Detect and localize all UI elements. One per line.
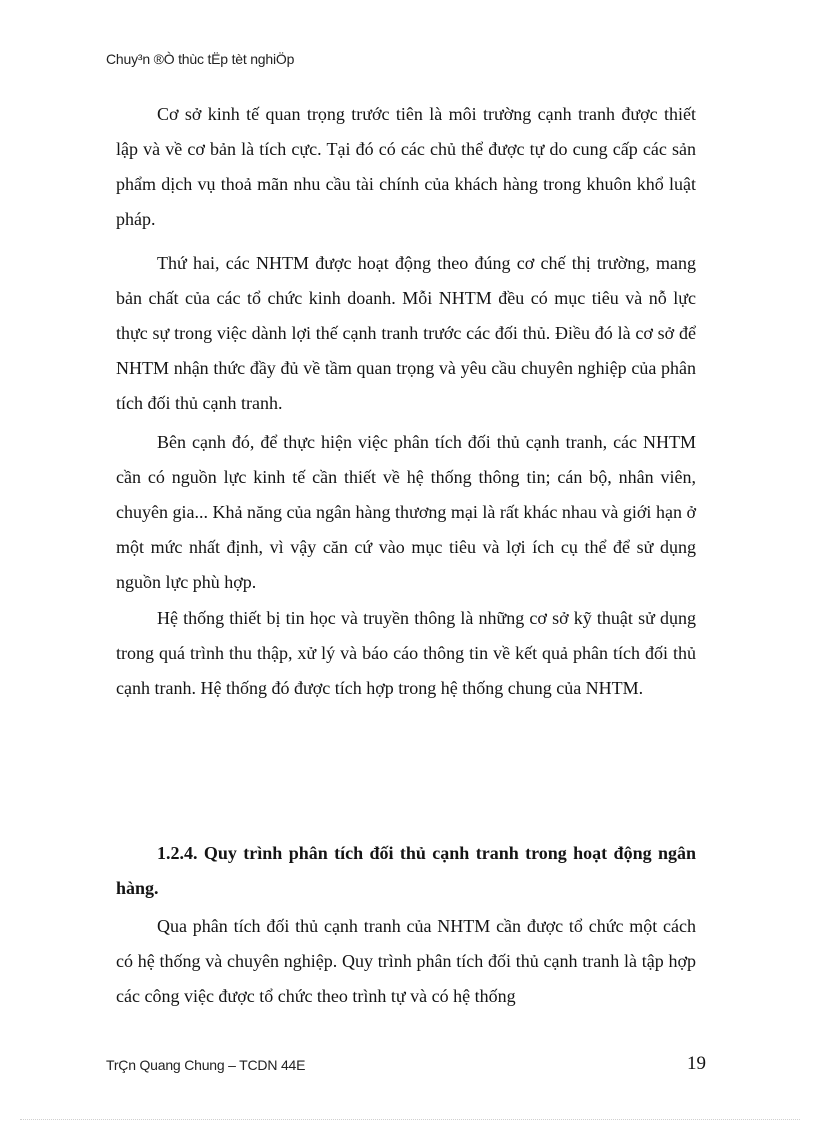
body-paragraph-4: Hệ thống thiết bị tin học và truyền thông là những cơ sở kỹ thuật sử dụng trong quá trình thu thập, xử lý và báo cáo thông tin về kết quả phân tích đối thủ cạnh tranh. Hệ thống đó được tích hợp trong hệ thống chung của NHTM. — [116, 608, 696, 698]
body-paragraph-2-block — [116, 246, 696, 421]
section-paragraph: Qua phân tích đối thủ cạnh tranh của NHTM cần được tổ chức một cách có hệ thống và chuyên nghiệp. Quy trình phân tích đối thủ cạnh tranh là tập hợp các công việc được tổ chức theo trình tự và có hệ thống — [116, 916, 696, 1006]
page-number: 19 — [687, 1053, 706, 1074]
body-paragraph-2: Thứ hai, các NHTM được hoạt động theo đúng cơ chế thị trường, mang bản chất của các tổ chức kinh doanh. Mỗi NHTM đều có mục tiêu và nỗ lực thực sự trong việc dành lợi thế cạnh tranh trước các đối thủ. Điều đó là cơ sở để NHTM nhận thức đầy đủ về tầm quan trọng và yêu cầu chuyên nghiệp của phân tích đối thủ cạnh tranh. — [116, 253, 696, 413]
body-paragraph-1: Cơ sở kinh tế quan trọng trước tiên là môi trường cạnh tranh được thiết lập và về cơ bản là tích cực. Tại đó có các chủ thể được tự do cung cấp các sản phẩm dịch vụ thoả mãn nhu cầu tài chính của khách hàng trong khuôn khổ luật pháp. — [116, 104, 696, 229]
body-paragraph-4-block — [116, 601, 696, 706]
section-heading: 1.2.4. Quy trình phân tích đối thủ cạnh tranh trong hoạt động ngân hàng. — [116, 843, 696, 898]
page-bottom-divider — [20, 1119, 800, 1120]
body-paragraph-3-block — [116, 425, 696, 600]
footer-author: TrÇn Quang Chung – TCDN 44E — [106, 1057, 306, 1073]
body-paragraph-1-block — [116, 97, 696, 237]
section-paragraph-block — [116, 909, 696, 1014]
running-header: Chuy³n ®Ò thùc tËp tèt nghiÖp — [106, 51, 295, 67]
body-paragraph-3: Bên cạnh đó, để thực hiện việc phân tích đối thủ cạnh tranh, các NHTM cần có nguồn lực kinh tế cần thiết về hệ thống thông tin; cán bộ, nhân viên, chuyên gia... Khả năng của ngân hàng thương mại là rất khác nhau và giới hạn ở một mức nhất định, vì vậy căn cứ vào mục tiêu và lợi ích cụ thể để sử dụng nguồn lực phù hợp. — [116, 432, 696, 592]
